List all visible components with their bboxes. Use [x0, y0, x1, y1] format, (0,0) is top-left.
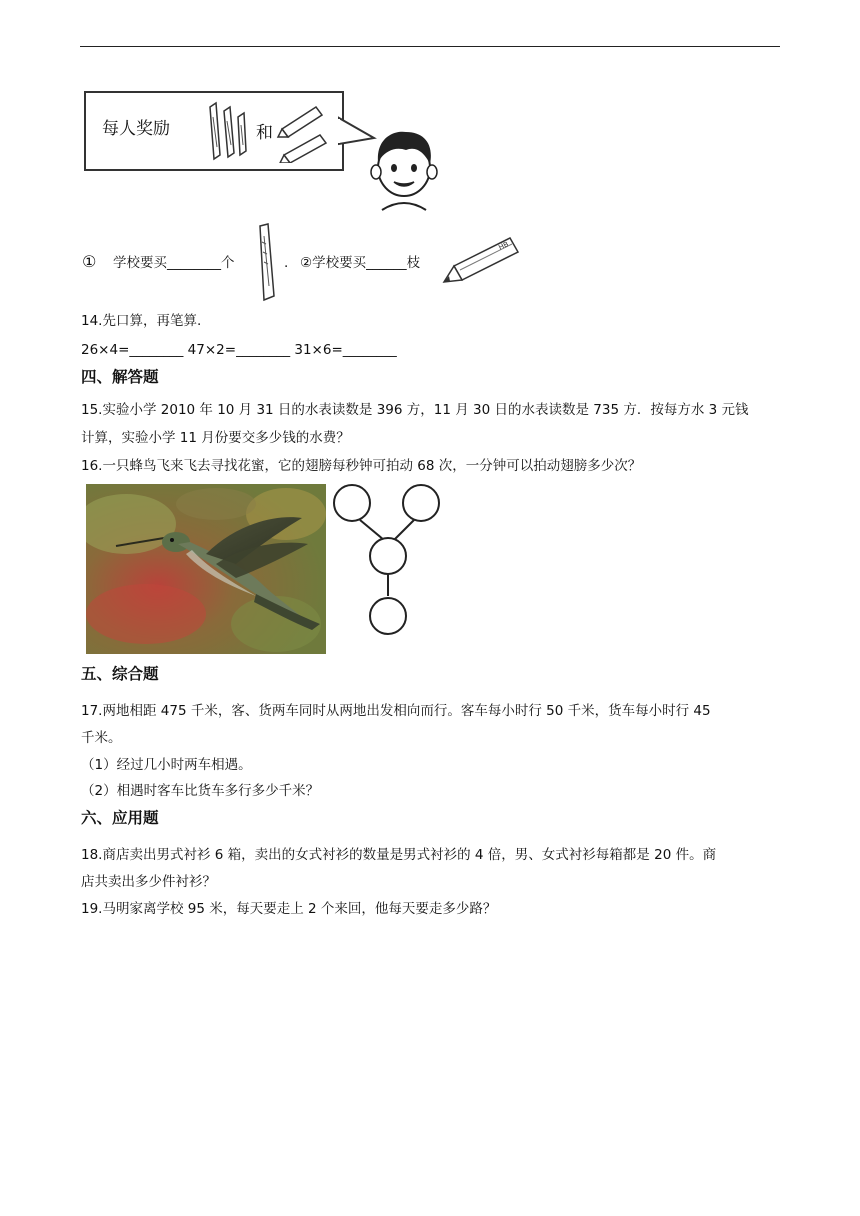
q19-text: 19.马明家离学校 95 米，每天要走上 2 个来回，他每天要走多少路？ [81, 901, 497, 917]
triangle-ruler-icon [204, 97, 254, 163]
header-rule [80, 46, 780, 47]
section-6-title: 六、应用题 [81, 809, 159, 827]
speech-bubble [84, 91, 344, 171]
q17-line-2: 千米。 [81, 730, 122, 746]
section-5-title: 五、综合题 [81, 665, 159, 683]
q13-part2: ②学校要买______枝 [300, 255, 421, 271]
tree-circle-bottom [370, 598, 406, 634]
q15-line-2: 计算，实验小学 11 月份要交多少钱的水费？ [81, 430, 350, 446]
triangle-ruler-icon [252, 222, 278, 302]
q14-title: 14.先口算，再笔算. [81, 313, 202, 329]
circle-tree-diagram [330, 482, 444, 638]
q16-text: 16.一只蜂鸟飞来飞去寻找花蜜，它的翅膀每秒钟可拍动 68 次，一分钟可以拍动翅膀多少次？ [81, 458, 642, 474]
q18-line-2: 店共卖出多少件衬衫？ [81, 874, 216, 890]
q13-part1: 学校要买________个 [113, 255, 235, 271]
tree-circle-middle [370, 538, 406, 574]
pencil-label: HB [497, 240, 510, 252]
hummingbird-photo [86, 484, 326, 654]
section-4-title: 四、解答题 [81, 368, 159, 386]
bubble-text: 每人奖励 [102, 119, 170, 139]
bubble-and: 和 [256, 123, 273, 143]
q13-separator: . [284, 255, 289, 271]
q13-circle-1: ① [82, 252, 97, 271]
q17-line-1: 17.两地相距 475 千米，客、货两车同时从两地出发相向而行。客车每小时行 50 千米，货车每小时行 45 [81, 703, 711, 719]
q17-sub-1: （1）经过几小时两车相遇。 [81, 757, 252, 773]
boy-face-icon [364, 126, 446, 212]
tree-circle-left [334, 485, 370, 521]
q15-line-1: 15.实验小学 2010 年 10 月 31 日的水表读数是 396 方，11 月 30 日的水表读数是 735 方．按每方水 3 元钱 [81, 402, 749, 418]
q18-line-1: 18.商店卖出男式衬衫 6 箱，卖出的女式衬衫的数量是男式衬衫的 4 倍，男、女式衬衫每箱都是 20 件。商 [81, 847, 717, 863]
q14-expressions: 26×4=________ 47×2=________ 31×6=________ [81, 342, 397, 358]
q17-sub-2: （2）相遇时客车比货车多行多少千米？ [81, 783, 320, 799]
tree-circle-right [403, 485, 439, 521]
pencil-icon [276, 99, 332, 163]
pencil-icon [440, 234, 524, 290]
